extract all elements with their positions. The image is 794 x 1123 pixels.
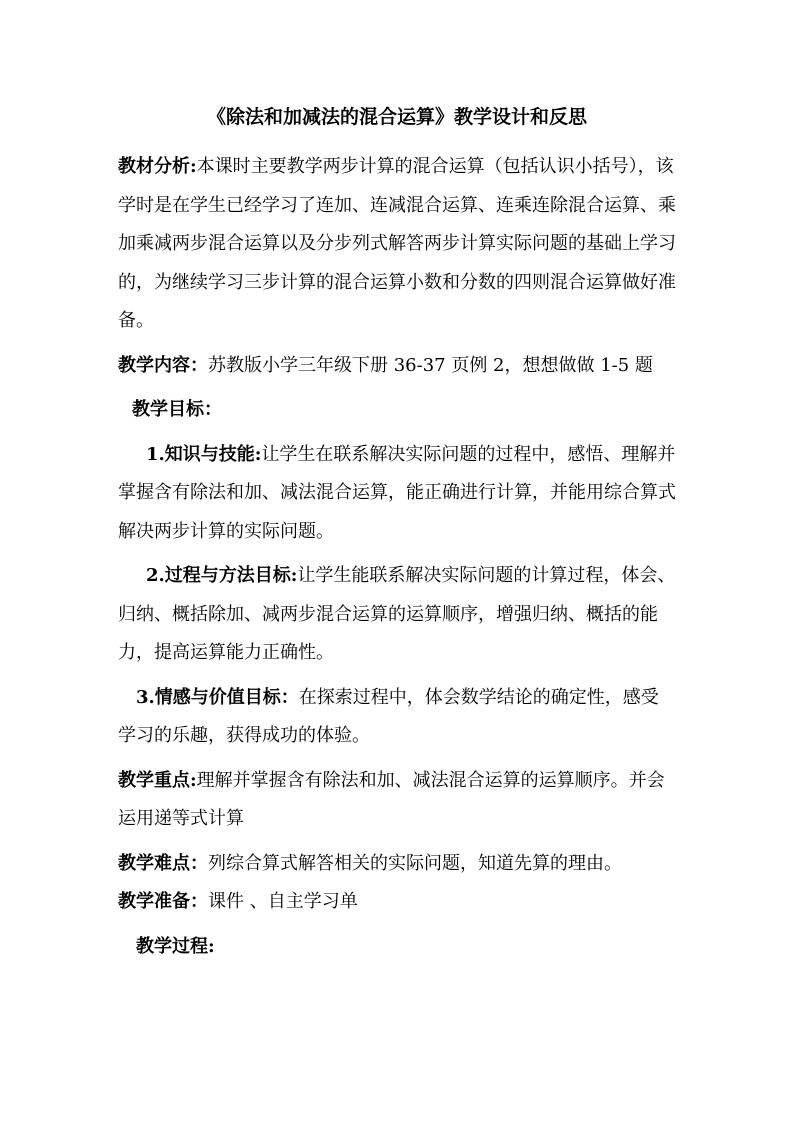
objective-label: 3.情感与价值目标：	[136, 686, 299, 708]
key-points-paragraph	[118, 762, 676, 839]
process-heading	[118, 928, 676, 967]
objective-item	[118, 436, 676, 552]
content-text: 苏教版小学三年级下册 36-37 页例 2，想想做做 1-5 题	[208, 354, 653, 376]
preparation-paragraph	[118, 883, 676, 922]
process-label: 教学过程:	[136, 935, 215, 957]
material-analysis-text: 本课时主要教学两步计算的混合运算（包括认识小括号），该学时是在学生已经学习了连加、连减混合运算、连乘连除混合运算、乘加乘减两步混合运算以及分步列式解答两步计算实际问题的基础上学习的，为继续学习三步计算的混合运算小数和分数的四则混合运算做好准备。	[118, 156, 676, 331]
document-body	[118, 148, 676, 966]
key-points-label: 教学重点:	[118, 769, 197, 791]
objective-text: 在探索过程中，体会数学结论的确定性，感受学习的乐趣，获得成功的体验。	[118, 686, 659, 746]
material-analysis-label: 教材分析:	[118, 156, 197, 177]
difficulties-paragraph	[118, 845, 676, 884]
objective-text: 让学生能联系解决实际问题的计算过程，体会、归纳、概括除加、减两步混合运算的运算顺序，增强归纳、概括的能力，提高运算能力正确性。	[118, 565, 676, 663]
difficulties-label: 教学难点：	[118, 852, 208, 874]
document-title: 《除法和加减法的混合运算》教学设计和反思	[206, 106, 587, 128]
objectives-heading	[118, 391, 676, 430]
objective-label: 2.过程与方法目标:	[146, 565, 298, 586]
difficulties-text: 列综合算式解答相关的实际问题，知道先算的理由。	[208, 852, 622, 874]
content-paragraph	[118, 347, 676, 386]
objectives-label: 教学目标：	[132, 399, 222, 420]
key-points-text: 理解并掌握含有除法和加、减法混合运算的运算顺序。并会运用递等式计算	[118, 769, 665, 829]
preparation-label: 教学准备：	[118, 891, 208, 912]
objective-item	[118, 557, 676, 673]
objective-item	[118, 679, 676, 756]
objective-label: 1.知识与技能:	[146, 443, 262, 465]
material-analysis-paragraph	[118, 148, 676, 341]
preparation-text: 课件 、自主学习单	[208, 891, 358, 912]
content-label: 教学内容：	[118, 354, 208, 376]
objective-text: 让学生在联系解决实际问题的过程中，感悟、理解并掌握含有除法和加、减法混合运算，能正确进行计算，并能用综合算式解决两步计算的实际问题。	[118, 443, 676, 542]
